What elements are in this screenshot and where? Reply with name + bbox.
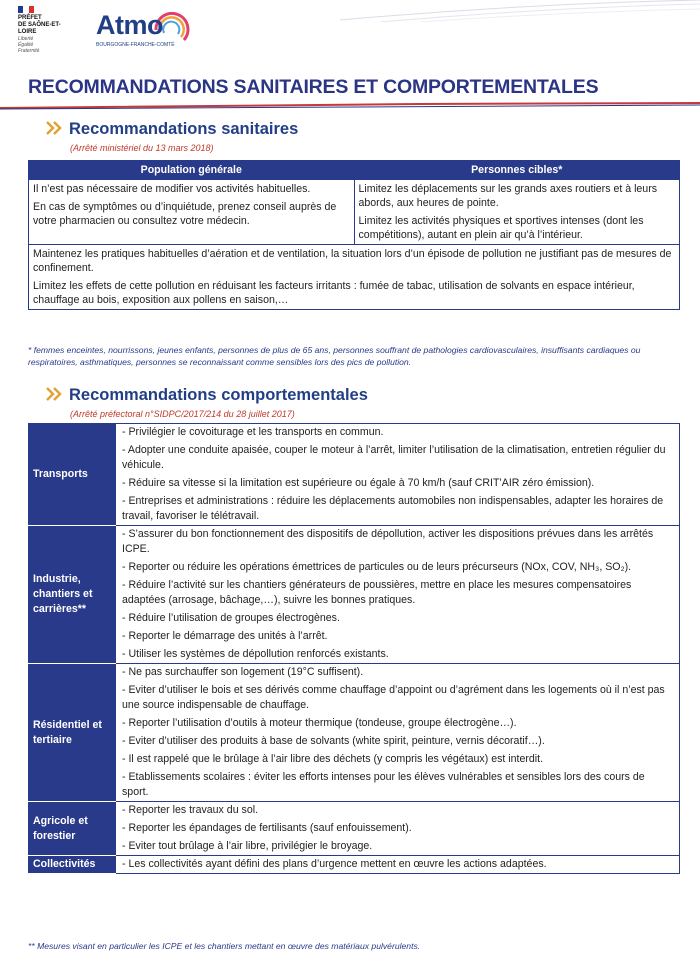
category-label: Industrie, chantiers et carrières** bbox=[29, 526, 116, 664]
motto-3: Fraternité bbox=[18, 48, 40, 54]
shared-cell bbox=[29, 245, 680, 310]
comportementales-table bbox=[28, 423, 680, 874]
list-item: - Reporter l’utilisation d’outils à moteur thermique (tondeuse, groupe électrogène…). bbox=[122, 717, 517, 729]
atmo-logo bbox=[92, 4, 192, 54]
list-item: - Eviter d’utiliser des produits à base de solvants (white spirit, peinture, vernis décoratif…). bbox=[122, 735, 545, 747]
list-item: - Réduire l’activité sur les chantiers générateurs de poussières, mettre en place les mesures compensatoires adaptées (arrosage, bâchage,…), suivre les bonnes pratiques. bbox=[122, 579, 632, 606]
list-item: - Reporter le démarrage des unités à l’arrêt. bbox=[122, 630, 328, 642]
motto-2: Égalité bbox=[18, 42, 34, 48]
list-item: - Réduire l’utilisation de groupes électrogènes. bbox=[122, 612, 340, 624]
cibles-cell bbox=[354, 180, 680, 245]
prefet-line1: PRÉFET bbox=[18, 15, 42, 21]
cibles-text: Limitez les déplacements sur les grands axes routiers et à leurs abords, aux heures de pointe. bbox=[358, 183, 658, 209]
list-item: - Les collectivités ayant défini des plans d’urgence mettent en œuvre les actions adaptées. bbox=[122, 858, 547, 870]
list-item: - S’assurer du bon fonctionnement des dispositifs de dépollution, activer les dispositions prévues dans les arrêtés ICPE. bbox=[122, 528, 654, 555]
category-label: Agricole et forestier bbox=[29, 802, 116, 856]
list-item: - Eviter d’utiliser le bois et ses dérivés comme chauffage d’appoint ou d’agrément dans les logements où il n’est pas une source indispensable de chauffage. bbox=[122, 684, 665, 711]
items-cell bbox=[116, 424, 680, 526]
page-title: RECOMMANDATIONS SANITAIRES ET COMPORTEMENTALES bbox=[28, 76, 599, 98]
chevron-right-icon bbox=[46, 387, 64, 401]
header-decoration bbox=[340, 0, 700, 22]
flag-icon bbox=[18, 6, 34, 13]
section-title-sanitaires: Recommandations sanitaires bbox=[69, 120, 299, 138]
list-item: - Eviter tout brûlage à l’air libre, privilégier le broyage. bbox=[122, 840, 373, 852]
list-item: - Utiliser les systèmes de dépollution renforcés existants. bbox=[122, 648, 389, 660]
section-title-comportementales: Recommandations comportementales bbox=[69, 386, 368, 404]
sanitaires-table bbox=[28, 160, 680, 310]
footnote-sanitaires: * femmes enceintes, nourrissons, jeunes enfants, personnes de plus de 65 ans, personnes souffrant de pathologies cardiovasculaires, insuffisants cardiaques ou respiratoires, asthmatiques, personnes se reconnaissant comme sensibles lors des pics de pollution. bbox=[28, 345, 641, 367]
shared-text: Maintenez les pratiques habituelles d’aération et de ventilation, la situation lors d’un épisode de pollution ne justifiant pas de mesures de confinement. bbox=[33, 248, 672, 274]
row-industrie bbox=[29, 526, 680, 664]
general-text: Il n’est pas nécessaire de modifier vos activités habituelles. bbox=[33, 183, 311, 195]
list-item: - Adopter une conduite apaisée, couper le moteur à l’arrêt, limiter l’utilisation de la climatisation, entretien régulier du véhicule. bbox=[122, 444, 666, 471]
row-transports bbox=[29, 424, 680, 526]
general-cell bbox=[29, 180, 355, 245]
items-cell bbox=[116, 526, 680, 664]
atmo-subtitle: BOURGOGNE-FRANCHE-COMTÉ bbox=[96, 42, 175, 48]
col-header-cibles: Personnes cibles* bbox=[354, 161, 680, 180]
list-item: - Reporter les travaux du sol. bbox=[122, 804, 259, 816]
section-subtitle-comportementales: (Arrêté préfectoral n°SIDPC/2017/214 du 28 juillet 2017) bbox=[70, 409, 295, 419]
list-item: - Reporter ou réduire les opérations émettrices de particules ou de leurs précurseurs (NOx, COV, NH₃, SO₂). bbox=[122, 561, 632, 573]
items-cell bbox=[116, 802, 680, 856]
col-header-general: Population générale bbox=[29, 161, 355, 180]
list-item: - Etablissements scolaires : éviter les efforts intenses pour les élèves vulnérables et sensibles lors des cours de sport. bbox=[122, 771, 645, 798]
row-collectivites bbox=[29, 856, 680, 874]
prefet-line2: DE SAÔNE-ET-LOIRE bbox=[18, 22, 61, 35]
cibles-text: Limitez les activités physiques et sportives intenses (dont les compétitions), autant en plein air qu’à l’intérieur. bbox=[358, 215, 644, 241]
title-underline bbox=[0, 102, 700, 110]
row-residentiel bbox=[29, 664, 680, 802]
row-agricole bbox=[29, 802, 680, 856]
list-item: - Réduire sa vitesse si la limitation est supérieure ou égale à 70 km/h (sauf CRIT’AIR zéro émission). bbox=[122, 477, 595, 489]
list-item: - Ne pas surchauffer son logement (19°C suffisent). bbox=[122, 666, 364, 678]
shared-text: Limitez les effets de cette pollution en réduisant les facteurs irritants : fumée de tabac, utilisation de solvants en espace intérieur, chauffage au bois, exposition aux pollens en saison,… bbox=[33, 280, 635, 306]
list-item: - Privilégier le covoiturage et les transports en commun. bbox=[122, 426, 384, 438]
category-label: Collectivités bbox=[29, 856, 116, 874]
footnote-comportementales: ** Mesures visant en particulier les ICPE et les chantiers mettant en œuvre des matériaux pulvérulents. bbox=[28, 941, 421, 951]
prefet-logo bbox=[18, 6, 68, 54]
items-cell bbox=[116, 856, 680, 874]
chevron-right-icon bbox=[46, 121, 64, 135]
category-label: Transports bbox=[29, 424, 116, 526]
items-cell bbox=[116, 664, 680, 802]
general-text: En cas de symptômes ou d’inquiétude, prenez conseil auprès de votre pharmacien ou consultez votre médecin. bbox=[33, 201, 337, 227]
list-item: - Reporter les épandages de fertilisants (sauf enfouissement). bbox=[122, 822, 412, 834]
category-label: Résidentiel et tertiaire bbox=[29, 664, 116, 802]
list-item: - Entreprises et administrations : réduire les déplacements automobiles non indispensables, adapter les horaires de travail, favoriser le télétravail. bbox=[122, 495, 664, 522]
section-subtitle-sanitaires: (Arrêté ministériel du 13 mars 2018) bbox=[70, 143, 214, 153]
page-header bbox=[0, 0, 700, 60]
list-item: - Il est rappelé que le brûlage à l’air libre des déchets (y compris les végétaux) est interdit. bbox=[122, 753, 544, 765]
motto-1: Liberté bbox=[18, 36, 34, 42]
atmo-wordmark: Atmo bbox=[96, 10, 163, 40]
